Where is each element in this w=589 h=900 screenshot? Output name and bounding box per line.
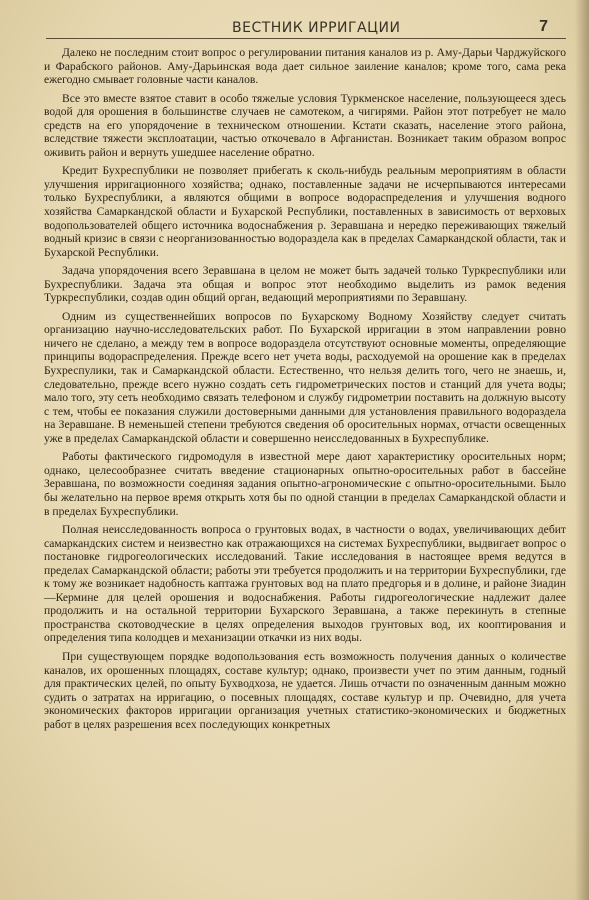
paragraph: Далеко не последним стоит вопрос о регулировании питания каналов из р. Аму-Дарьи Чарджуйского и Фарабского районов. Аму-Дарьинская вода дает сильное заиление каналов; кроме того, сама река ежегодно смывает головные части каналов. xyxy=(44,46,566,87)
paragraph: При существующем порядке водопользования есть возможность получения данных о количестве каналов, их орошенных площадях, составе культур; однако, произвести учет по этим данным, годный для практических целей, по опыту Бухводхоза, не удается. Лишь отчасти по означенным данным можно судить о затратах на ирригацию, о посевных площадях, составе культур и пр. Очевидно, для учета экономических факторов ирригации организация учетных статистико-экономических и бюджетных работ в целях разрешения всех последующих конкретных xyxy=(44,649,566,731)
header-rule xyxy=(46,38,566,39)
page-header xyxy=(46,18,566,40)
page-number: 7 xyxy=(539,18,548,35)
paragraph: Кредит Бухреспублики не позволяет прибегать к сколь-нибудь реальным мероприятиям в области улучшения ирригационного хозяйства; однако, поставленные задачи не исчерпываются интересами только Бухреспублики, а являются общими в вопросе водораспределения и улучшения водного хозяйства Самаркандской области и Бухарской Республики, поставленных в зависимость от верховых водопользователей общего источника водоснабжения р. Зеравшана и нередко переживающих тяжелый водный кризис в связи с неорганизованностью водораздела как в пределах Самаркандской области, так и Бухарской Республики. xyxy=(44,164,566,259)
paragraph: Одним из существеннейших вопросов по Бухарскому Водному Хозяйству следует считать организацию научно-исследовательских работ. По Бухарской ирригации в этом направлении ровно ничего не сделано, а между тем в вопросе водораздела отсутствуют основные моменты, определяющие принципы водораспределения. Прежде всего нет учета воды, расходуемой на орошение как в пределах Бухреспулики, так и Самаркандской области. Естественно, что нельзя делить того, чего не знаешь, и, следовательно, прежде всего нужно создать сеть гидрометрических постов и станций для учета воды; мало того, эту сеть необходимо связать телефоном и службу гидрометрии поставить на должную высоту с тем, чтобы ее показания служили достоверными данными для установления правильного водораздела на Зеравшане. В неменьшей степени требуются сведения об оросительных нормах, отчасти освещенных уже в пределах Самаркандской области и совершенно неисследованных в Бухреспублике. xyxy=(44,309,566,445)
article-body xyxy=(44,46,566,736)
paragraph: Все это вместе взятое ставит в особо тяжелые условия Туркменское население, пользующееся здесь водой для орошения в большинстве случаев не самотеком, а чигирями. Район этот потребует не мало средств на его упорядочение в техническом отношении. Кстати сказать, население этого района, вследствие тяжести эксплоатации, частью откочевало в Афганистан. Возникает таким образом вопрос оживить район и вернуть ушедшее население обратно. xyxy=(44,91,566,159)
page-edge-shadow xyxy=(575,0,589,900)
paragraph: Полная неисследованность вопроса о грунтовых водах, в частности о водах, увеличивающих дебит самаркандских систем и неизвестно как отражающихся на системах Бухреспублики, выдвигает вопрос о постановке гидрогеологических исследований. Такие исследования в настоящее время ведутся в пределах Самаркандской области; работы эти требуется продолжить и на территории Бухреспублики, где к тому же возникает надобность каптажа грунтовых вод на плато предгорья и в долине, и районе Зиадин—Кермине для целей орошения и водоснабжения. Работы гидрогеологические надлежит далее продолжить и на остальной территории Бухарского Зеравшана, а также перекинуть в степные пространства скотоводческие в целях определения выходов грунтовых вод, их кооптирования и определения типа колодцев и механизации откачки из них воды. xyxy=(44,523,566,645)
paragraph: Работы фактического гидромодуля в известной мере дают характеристику оросительных норм; однако, целесообразнее считать введение стационарных опытно-оросительных работ в бассейне Зеравшана, по возможности соединяя задания опытно-агрономические с опытно-оросительными. Было бы желательно на первое время открыть хотя бы по одной станции в пределах Самаркандской области и в пределах Бухреспублики. xyxy=(44,450,566,518)
paragraph: Задача упорядочения всего Зеравшана в целом не может быть задачей только Туркреспублики или Бухреспублики. Задача эта общая и вопрос этот необходимо выделить из рамок ведения Туркреспублики, создав один общий орган, ведающий мероприятиями по Зеравшану. xyxy=(44,264,566,305)
running-title: ВЕСТНИК ИРРИГАЦИИ xyxy=(232,20,401,36)
